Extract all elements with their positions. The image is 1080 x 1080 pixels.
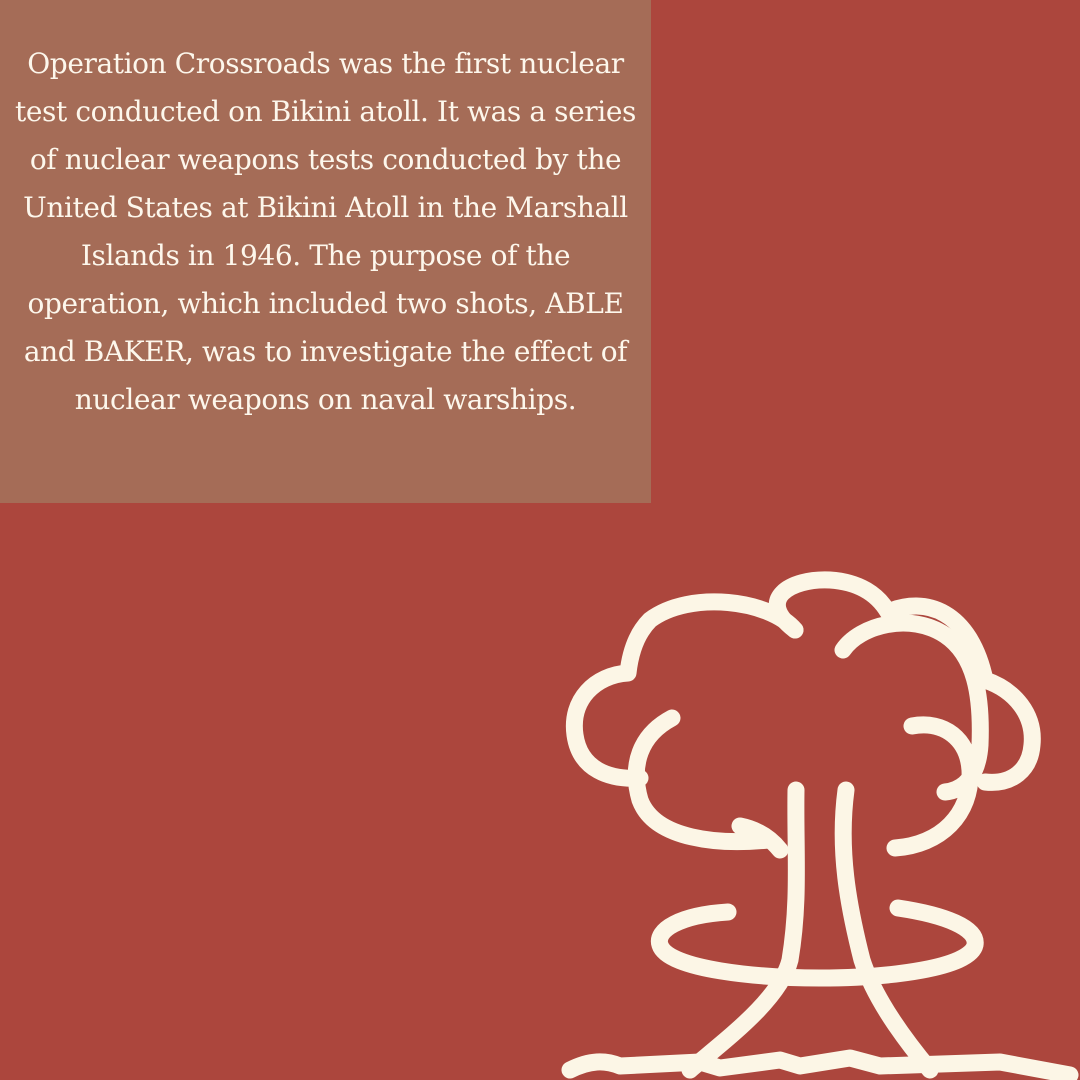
info-text: Operation Crossroads was the first nuclear test conducted on Bikini atoll. It was a series of nuclear weapons tests conducted by the United States at Bikini Atoll in the Marshall Islands in 1946. The purpose of the operation, which included two shots, ABLE and BAKER, was to investigate the effect of nuclear weapons on naval warships. <box>14 47 636 416</box>
cloud-stem-right <box>843 790 930 1070</box>
mushroom-cloud-icon <box>540 560 1080 1080</box>
cloud-ring-back <box>659 908 975 978</box>
ground-line <box>570 1058 1070 1075</box>
cloud-outline-left <box>574 602 795 778</box>
info-panel <box>0 0 651 503</box>
cloud-outline <box>777 580 1032 783</box>
cloud-inner-right <box>843 623 980 792</box>
